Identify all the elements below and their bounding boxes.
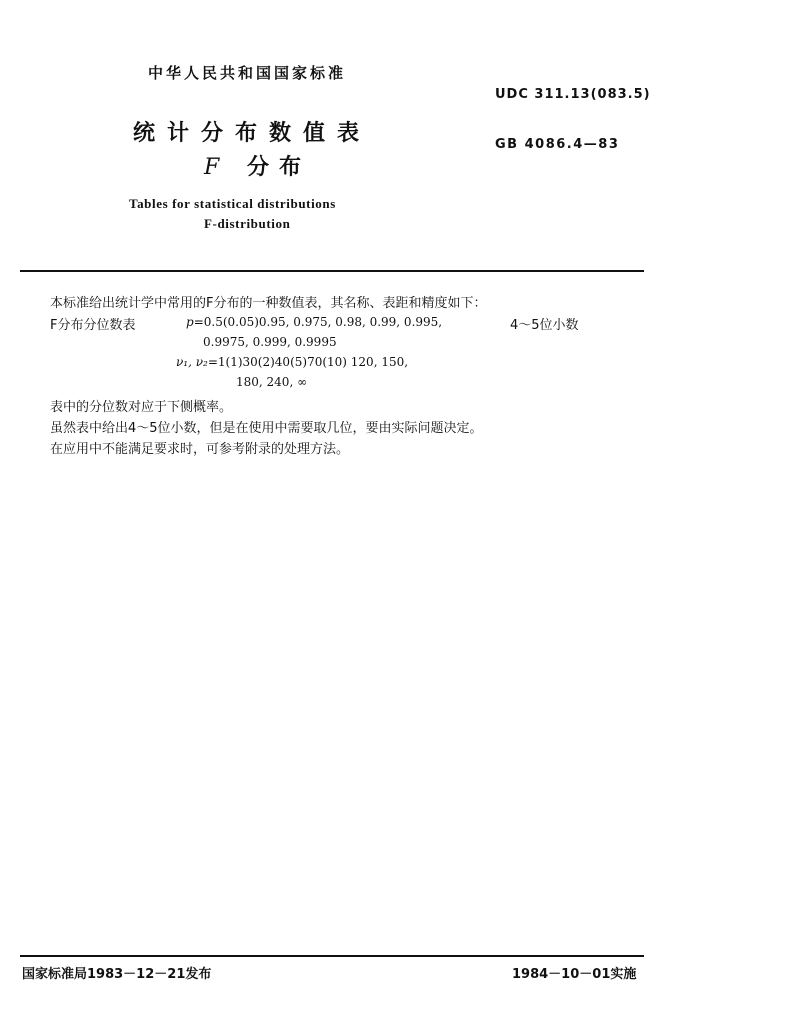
nu-label: ν₁, ν₂ [176, 355, 208, 369]
gb-standard-number: GB 4086.4—83 [495, 137, 620, 152]
subtitle-f-letter: F [204, 155, 230, 180]
header-divider [20, 270, 644, 272]
subtitle-text: 分布 [246, 155, 311, 180]
note-appendix: 在应用中不能满足要求时，可参考附录的处理方法。 [50, 442, 350, 457]
english-subtitle: F-distribution [204, 216, 291, 231]
p-values-line2: 0.9975, 0.999, 0.9995 [203, 335, 337, 349]
intro-paragraph: 本标准给出统计学中常用的F分布的一种数值表，其名称、表距和精度如下： [50, 296, 487, 311]
issue-date: 国家标准局1983－12－21发布 [22, 967, 212, 982]
english-title: Tables for statistical distributions [129, 196, 336, 211]
p-values-line1 [186, 315, 442, 329]
table-name: F分布分位数表 [50, 318, 136, 333]
nu-values-line1 [176, 355, 408, 369]
p-label: p [186, 315, 194, 329]
udc-code: UDC 311.13(083.5) [495, 87, 651, 102]
document-title: 统计分布数值表 [133, 121, 372, 146]
nu-values-text: =1(1)30(2)40(5)70(10) 120, 150, [207, 355, 409, 369]
effective-date: 1984－10－01实施 [512, 967, 637, 982]
nu-values-line2: 180, 240, ∞ [236, 375, 308, 389]
note-decimal-places: 虽然表中给出4～5位小数，但是在使用中需要取几位，要由实际问题决定。 [50, 421, 483, 436]
standard-type-heading: 中华人民共和国国家标准 [148, 64, 347, 82]
note-lower-probability: 表中的分位数对应于下侧概率。 [50, 400, 233, 415]
footer-divider [20, 955, 644, 957]
document-subtitle [204, 150, 311, 181]
p-values-text: =0.5(0.05)0.95, 0.975, 0.98, 0.99, 0.995, [193, 315, 443, 329]
precision-label: 4～5位小数 [510, 318, 579, 333]
